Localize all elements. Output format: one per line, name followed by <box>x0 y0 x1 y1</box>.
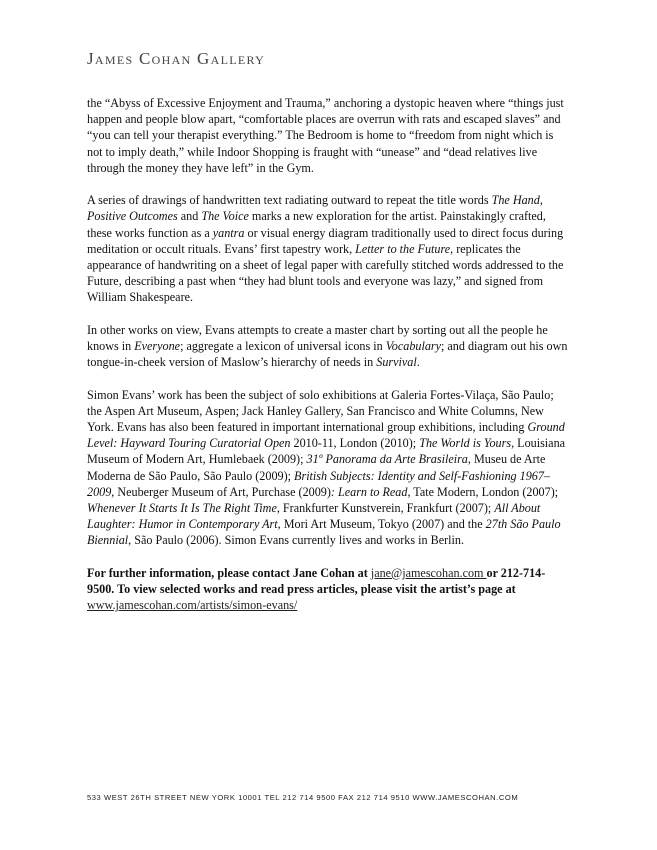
text-run: Future, describing a past when “they had blunt tools and everyone was lazy,” and signed from <box>87 274 544 289</box>
text-run: , Louisiana <box>511 436 566 451</box>
italic-title: Level: Hayward Touring Curatorial Open <box>87 436 291 451</box>
text-run: , Mori Art Museum, Tokyo (2007) and the <box>277 517 486 532</box>
text-run: or visual energy diagram traditionally used to direct focus during <box>244 225 564 240</box>
text-line <box>87 95 602 111</box>
gallery-letterhead: James Cohan Gallery <box>87 49 266 68</box>
text-run: knows in <box>87 339 135 354</box>
text-run: the “Abyss of Excessive Enjoyment and Trauma,” anchoring a dystopic heaven where “things just <box>87 96 564 110</box>
text-run: William Shakespeare. <box>87 290 194 305</box>
italic-title: Positive Outcomes <box>87 209 178 224</box>
text-line <box>87 241 602 257</box>
text-line <box>87 289 602 305</box>
italic-title: Whenever It Starts It Is The Right Time <box>87 501 277 516</box>
body-paragraph <box>87 322 602 371</box>
text-run: not to imply death,” while Indoor Shopping is fraught with “unease” and “dead relatives live <box>87 144 538 159</box>
italic-title: The Hand <box>491 193 540 208</box>
text-line <box>87 354 602 370</box>
text-run: marks a new exploration for the artist. Painstakingly crafted, <box>248 209 546 224</box>
text-run: Neuberger Museum of Art, Purchase (2009) <box>114 484 331 499</box>
italic-title: Ground <box>527 420 565 435</box>
text-run: Museum of Modern Art, Humlebaek (2009); <box>87 452 307 467</box>
text-run: appearance of handwriting on a sheet of legal paper with carefully stitched words addressed to the <box>87 258 564 273</box>
text-run: Simon Evans’ work has been the subject of solo exhibitions at Galeria Fortes-Vilaça, São Paulo; <box>87 387 554 402</box>
email-link[interactable]: jane@jamescohan.com <box>370 565 487 580</box>
text-line <box>87 419 602 435</box>
text-run: In other works on view, Evans attempts to create a master chart by sorting out all the people he <box>87 322 548 337</box>
text-line <box>87 322 602 338</box>
text-run: , <box>539 193 543 208</box>
italic-title: The Voice <box>201 209 249 224</box>
italic-title: Laughter: Humor in Contemporary Art <box>87 517 278 532</box>
contact-paragraph <box>87 565 602 614</box>
text-line <box>87 468 602 484</box>
text-run: the Aspen Art Museum, Aspen; Jack Hanley Gallery, San Francisco and White Columns, New <box>87 403 544 418</box>
text-run: ; aggregate a lexicon of universal icons in <box>180 339 386 354</box>
contact-line-3 <box>87 597 602 613</box>
text-line <box>87 192 602 208</box>
body-paragraph <box>87 387 602 549</box>
italic-title: 27th São Paulo <box>485 517 561 532</box>
text-run: , Tate Modern, London (2007); <box>407 484 559 499</box>
text-run: . <box>416 355 420 370</box>
text-run: happen and people blow apart, “comfortable places are overrun with rats and escaped slaves” and <box>87 112 561 127</box>
text-run: “you can tell your therapist everything.” The Bedroom is home to “freedom from night which is <box>87 128 554 143</box>
italic-title: Vocabulary <box>385 339 442 354</box>
text-line <box>87 403 602 419</box>
text-line <box>87 144 602 160</box>
italic-title: British Subjects: Identity and Self-Fashioning 1967– <box>294 468 550 483</box>
text-run: , Frankfurter Kunstverein, Frankfurt (2007); <box>276 501 495 516</box>
text-run: Moderna de São Paulo, São Paulo (2009); <box>87 468 295 483</box>
text-run: , Museu de Arte <box>467 452 546 467</box>
body-paragraph <box>87 192 602 305</box>
contact-line-2: 9500. To view selected works and read press articles, please visit the artist’s page at <box>87 582 516 597</box>
italic-title: Everyone <box>134 339 181 354</box>
paragraph-container <box>87 95 602 549</box>
text-run: through the money they have left” in the Gym. <box>87 160 314 175</box>
text-run: these works function as a <box>87 225 213 240</box>
text-line <box>87 532 602 548</box>
italic-title: 31º Panorama da Arte Brasileira <box>306 452 468 467</box>
text-run: A series of drawings of handwritten text radiating outward to repeat the title words <box>87 193 492 208</box>
press-release-body <box>87 95 602 613</box>
text-line <box>87 257 602 273</box>
text-line <box>87 500 602 516</box>
text-run: meditation or occult rituals. Evans’ first tapestry work, <box>87 241 356 256</box>
text-line <box>87 225 602 241</box>
italic-title: yantra <box>212 225 245 240</box>
italic-title: : Learn to Read <box>330 484 408 499</box>
text-line <box>87 111 602 127</box>
text-run: , São Paulo (2006). Simon Evans currently lives and works in Berlin. <box>128 533 464 548</box>
italic-title: Survival <box>376 355 417 370</box>
contact-line-1 <box>87 565 602 581</box>
body-paragraph <box>87 95 602 176</box>
artist-page-link[interactable]: www.jamescohan.com/artists/simon-evans/ <box>87 598 298 613</box>
text-line <box>87 435 602 451</box>
italic-title: The World is Yours <box>419 436 512 451</box>
contact-phone-suffix: or 212-714- <box>486 565 546 580</box>
italic-title: All About <box>494 501 541 516</box>
italic-title: Biennial <box>87 533 129 548</box>
text-line <box>87 127 602 143</box>
footer-address: 533 WEST 26TH STREET NEW YORK 10001 TEL 212 714 9500 FAX 212 714 9510 WWW.JAMESCOHAN.COM <box>87 793 519 802</box>
italic-title: Letter to the Future <box>355 241 451 256</box>
text-run: ; and diagram out his own <box>441 339 568 354</box>
text-line <box>87 484 602 500</box>
text-line <box>87 516 602 532</box>
text-line <box>87 451 602 467</box>
text-run: tongue-in-cheek version of Maslow’s hierarchy of needs in <box>87 355 377 370</box>
contact-prefix: For further information, please contact Jane Cohan at <box>87 565 371 580</box>
text-run: 2010-11, London (2010); <box>290 436 420 451</box>
text-line <box>87 338 602 354</box>
text-run: , replicates the <box>450 241 521 256</box>
italic-title: 2009, <box>87 484 115 499</box>
text-line <box>87 208 602 224</box>
text-line <box>87 387 602 403</box>
text-line <box>87 273 602 289</box>
text-run: and <box>177 209 202 224</box>
text-run: York. Evans has also been featured in important international group exhibitions, including <box>87 420 528 435</box>
text-line <box>87 160 602 176</box>
